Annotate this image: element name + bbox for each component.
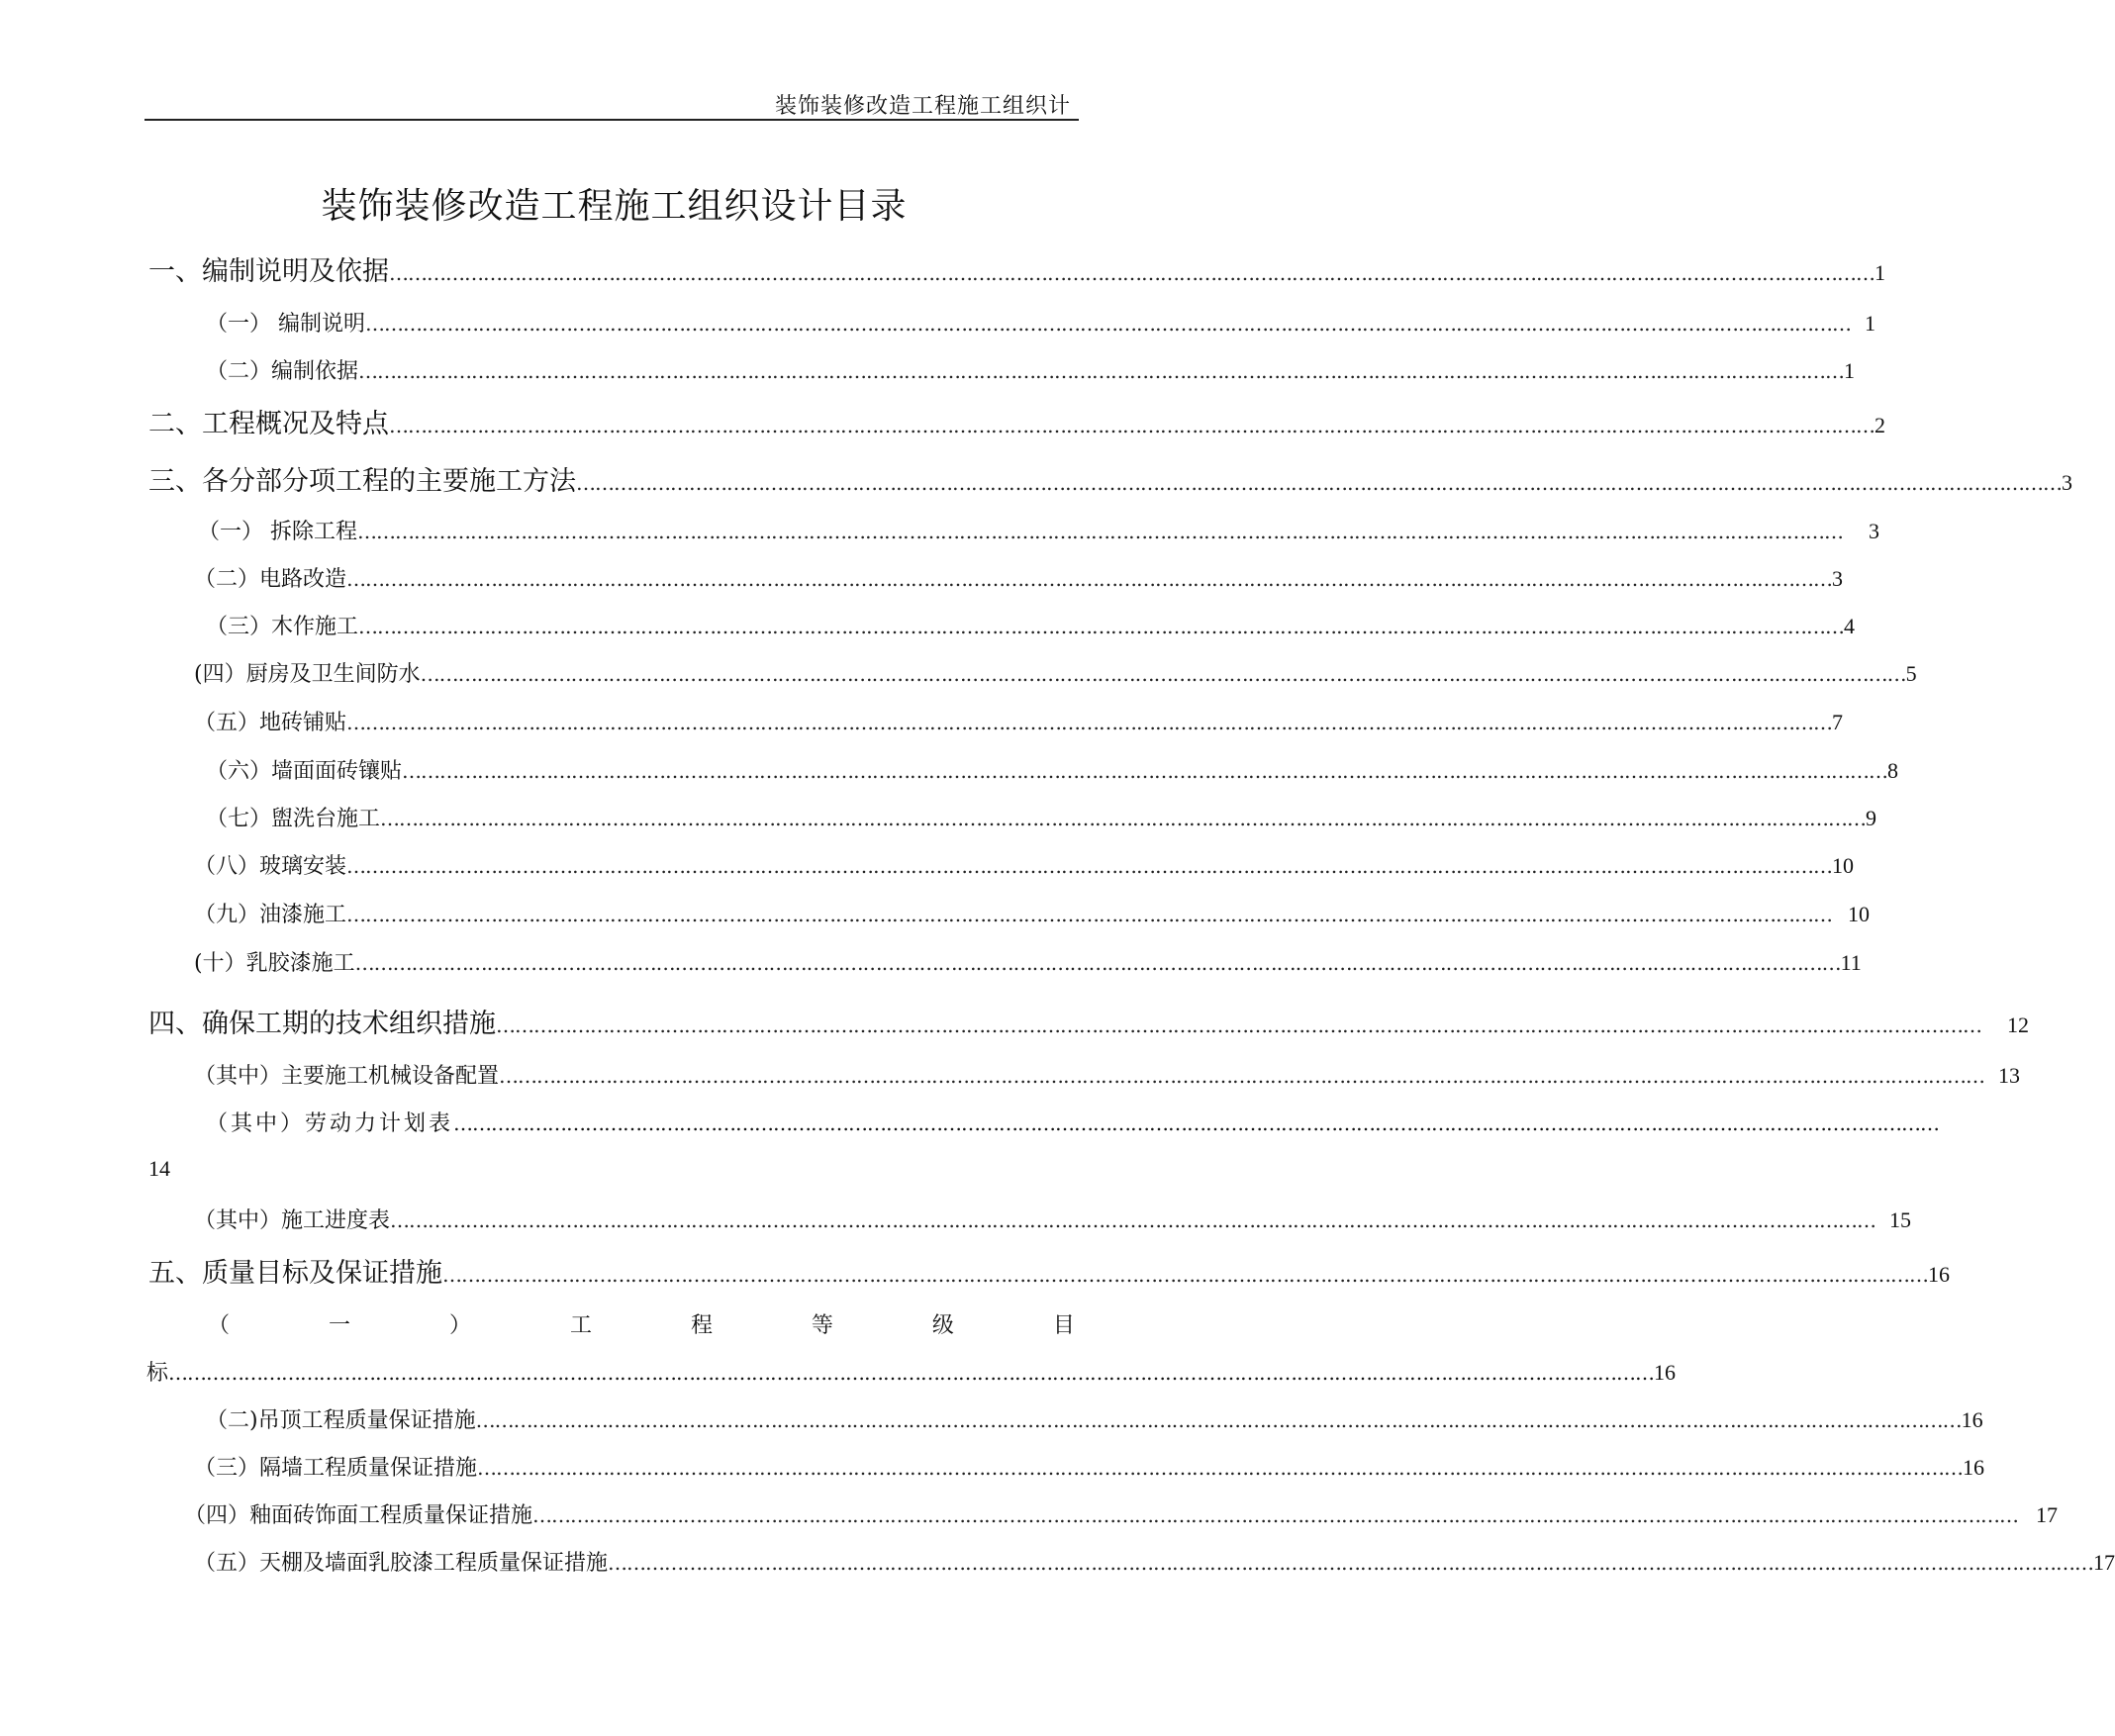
toc-entry-3-4[interactable] (194, 657, 1917, 691)
toc-leader-dots: ………………………………………………………………………………………………………………………………………………………………………………………………………………… (477, 1456, 1964, 1480)
toc-leader-dots: ………………………………………………………………………………………………………………………………………………………………………………………………………………… (346, 903, 1833, 926)
toc-entry-1-2[interactable] (206, 354, 1856, 388)
toc-entry-label: 五、质量目标及保证措施 (148, 1258, 442, 1289)
toc-page-number: 4 (1844, 614, 1856, 638)
toc-leader-dots: ………………………………………………………………………………………………………………………………………………………………………………………………………………… (390, 1208, 1876, 1232)
toc-page-number: 16 (1961, 1407, 1983, 1432)
toc-leader-dots: ………………………………………………………………………………………………………………………………………………………………………………………………………………… (532, 1503, 2019, 1527)
toc-page-number: 9 (1866, 806, 1877, 830)
running-header-title: 装饰装修改造工程施工组织计 (774, 94, 1071, 119)
toc-entry-label: （六）墙面面砖镶贴 (206, 759, 403, 784)
toc-page-number: 3 (1832, 566, 1844, 591)
toc-page-number: 2 (1875, 413, 1885, 437)
toc-leader-dots: ………………………………………………………………………………………………………………………………………………………………………………………………………………… (389, 261, 1875, 285)
toc-leader-dots: ………………………………………………………………………………………………………………………………………………………………………………………………………………… (346, 854, 1833, 878)
toc-entry-3-3[interactable] (206, 610, 1856, 643)
running-header (144, 87, 1079, 121)
toc-page-number: 17 (2036, 1502, 2059, 1527)
toc-entry-5-1-continuation[interactable] (146, 1356, 1677, 1387)
toc-leader-dots: ………………………………………………………………………………………………………………………………………………………………………………………………………………… (420, 662, 1906, 686)
toc-page-number: 1 (1844, 358, 1856, 383)
toc-entry-section-2[interactable] (148, 402, 1885, 441)
toc-entry-char: 一 (328, 1313, 350, 1338)
toc-leader-dots: ………………………………………………………………………………………………………………………………………………………………………………………………………………… (442, 1263, 1928, 1287)
toc-page-number: 1 (1865, 311, 1875, 336)
toc-entry-label: （二)吊顶工程质量保证措施 (206, 1408, 476, 1433)
toc-leader-dots: ………………………………………………………………………………………………………………………………………………………………………………………………………………… (576, 471, 2062, 495)
toc-entry-label: 三、各分部分项工程的主要施工方法 (148, 466, 576, 497)
toc-page-number: 5 (1905, 661, 1917, 686)
toc-entry-3-2[interactable] (194, 562, 1844, 596)
toc-entry-label: （一） 编制说明 (206, 312, 365, 337)
toc-entry-3-6[interactable] (206, 754, 1899, 788)
toc-page-number: 14 (148, 1156, 170, 1181)
toc-leader-dots: ………………………………………………………………………………………………………………………………………………………………………………………………………………… (608, 1551, 2094, 1575)
toc-entry-char: 程 (690, 1313, 713, 1338)
toc-entry-label: （其中）主要施工机械设备配置 (194, 1064, 500, 1089)
toc-page-number: 17 (2093, 1550, 2115, 1575)
toc-leader-dots: ………………………………………………………………………………………………………………………………………………………………………………………………………………… (346, 711, 1833, 734)
toc-entry-3-8[interactable] (194, 849, 1855, 883)
toc-entry-label: （五）天棚及墙面乳胶漆工程质量保证措施 (194, 1551, 609, 1576)
toc-entry-5-4[interactable] (184, 1498, 2059, 1532)
toc-entry-label: （七）盥洗台施工 (206, 807, 381, 831)
toc-entry-4-1[interactable] (194, 1059, 2021, 1093)
toc-entry-section-5[interactable] (148, 1251, 1950, 1291)
toc-title: 装饰装修改造工程施工组织设计目录 (321, 186, 908, 227)
toc-entry-label: （二）编制依据 (206, 359, 359, 384)
toc-entry-section-4[interactable] (148, 1002, 2029, 1041)
toc-entry-5-2[interactable] (206, 1403, 1983, 1437)
toc-leader-dots: ………………………………………………………………………………………………………………………………………………………………………………………………………………… (453, 1111, 1940, 1135)
toc-page-number: 12 (2007, 1013, 2029, 1037)
toc-entry-3-10[interactable] (194, 946, 1862, 980)
toc-page-number: 3 (2062, 470, 2072, 495)
toc-page-number: 7 (1832, 710, 1844, 734)
toc-page-number: 3 (1869, 519, 1879, 543)
toc-page-number: 10 (1848, 902, 1871, 926)
toc-entry-label: （一） 拆除工程 (198, 520, 357, 544)
toc-entry-char: 目 (1052, 1313, 1075, 1338)
toc-page-number: 15 (1889, 1207, 1912, 1232)
toc-leader-dots: ………………………………………………………………………………………………………………………………………………………………………………………………………………… (380, 807, 1867, 830)
toc-entry-char: 级 (931, 1313, 954, 1338)
toc-page-number: 13 (1998, 1063, 2021, 1088)
toc-entry-char: ） (448, 1313, 471, 1338)
toc-entry-char: 工 (569, 1313, 592, 1338)
toc-entry-1-1[interactable] (206, 307, 1875, 340)
toc-page-number: 10 (1832, 853, 1855, 878)
toc-entry-label: （其中）劳动力计划表 (206, 1111, 454, 1136)
toc-page-number: 1 (1875, 260, 1885, 285)
toc-leader-dots: ………………………………………………………………………………………………………………………………………………………………………………………………………………… (168, 1361, 1655, 1385)
toc-entry-label: 四、确保工期的技术组织措施 (148, 1009, 496, 1039)
toc-leader-dots: ………………………………………………………………………………………………………………………………………………………………………………………………………………… (389, 414, 1875, 437)
toc-leader-dots: ………………………………………………………………………………………………………………………………………………………………………………………………………………… (496, 1013, 1981, 1037)
toc-entry-label: 一、编制说明及依据 (148, 256, 389, 287)
toc-leader-dots: ………………………………………………………………………………………………………………………………………………………………………………………………………………… (365, 312, 1851, 336)
toc-page-number: 11 (1840, 950, 1862, 975)
toc-page-number: 16 (1928, 1262, 1950, 1287)
toc-page-number: 16 (1654, 1360, 1677, 1385)
toc-entry-3-1[interactable] (198, 515, 1879, 548)
toc-page-number: 16 (1963, 1455, 1985, 1480)
toc-entry-label: （其中）施工进度表 (194, 1208, 391, 1233)
toc-leader-dots: ………………………………………………………………………………………………………………………………………………………………………………………………………………… (358, 359, 1845, 383)
toc-entry-label: （八）玻璃安装 (194, 854, 347, 879)
toc-entry-label: 二、工程概况及特点 (148, 409, 389, 439)
toc-leader-dots: ………………………………………………………………………………………………………………………………………………………………………………………………………………… (358, 615, 1845, 638)
toc-entry-label: 标 (146, 1361, 169, 1386)
toc-entry-char: （ (208, 1313, 231, 1338)
toc-leader-dots: ………………………………………………………………………………………………………………………………………………………………………………………………………………… (354, 951, 1841, 975)
toc-entry-4-3[interactable] (194, 1204, 1912, 1237)
toc-leader-dots: ………………………………………………………………………………………………………………………………………………………………………………………………………………… (402, 759, 1888, 783)
toc-leader-dots: ………………………………………………………………………………………………………………………………………………………………………………………………………………… (499, 1064, 1985, 1088)
toc-entry-section-3[interactable] (148, 459, 2072, 499)
toc-entry-5-5[interactable] (194, 1546, 2115, 1580)
toc-entry-label: （五）地砖铺贴 (194, 711, 347, 735)
toc-entry-section-1[interactable] (148, 249, 1885, 289)
toc-entry-label: （三）木作施工 (206, 615, 359, 639)
toc-entry-5-3[interactable] (194, 1451, 1985, 1485)
toc-entry-char: 等 (811, 1313, 833, 1338)
toc-entry-label: （四）釉面砖饰面工程质量保证措施 (184, 1503, 533, 1528)
toc-entry-label: （二）电路改造 (194, 567, 347, 592)
toc-entry-4-2[interactable] (206, 1107, 1940, 1137)
toc-entry-label: （三）隔墙工程质量保证措施 (194, 1456, 478, 1481)
toc-entry-5-1[interactable] (208, 1308, 1075, 1339)
toc-entry-label: （九）油漆施工 (194, 903, 347, 927)
toc-leader-dots: ………………………………………………………………………………………………………………………………………………………………………………………………………………… (475, 1408, 1962, 1432)
toc-leader-dots: ………………………………………………………………………………………………………………………………………………………………………………………………………………… (346, 567, 1833, 591)
toc-page-number: 8 (1887, 758, 1899, 783)
toc-entry-label: (四）厨房及卫生间防水 (194, 662, 421, 687)
toc-entry-4-2-page (148, 1156, 170, 1182)
toc-entry-3-5[interactable] (194, 706, 1844, 739)
toc-leader-dots: ………………………………………………………………………………………………………………………………………………………………………………………………………………… (357, 520, 1843, 543)
toc-entry-3-9[interactable] (194, 898, 1871, 931)
toc-entry-3-7[interactable] (206, 802, 1877, 835)
toc-entry-label: (十）乳胶漆施工 (194, 951, 355, 976)
